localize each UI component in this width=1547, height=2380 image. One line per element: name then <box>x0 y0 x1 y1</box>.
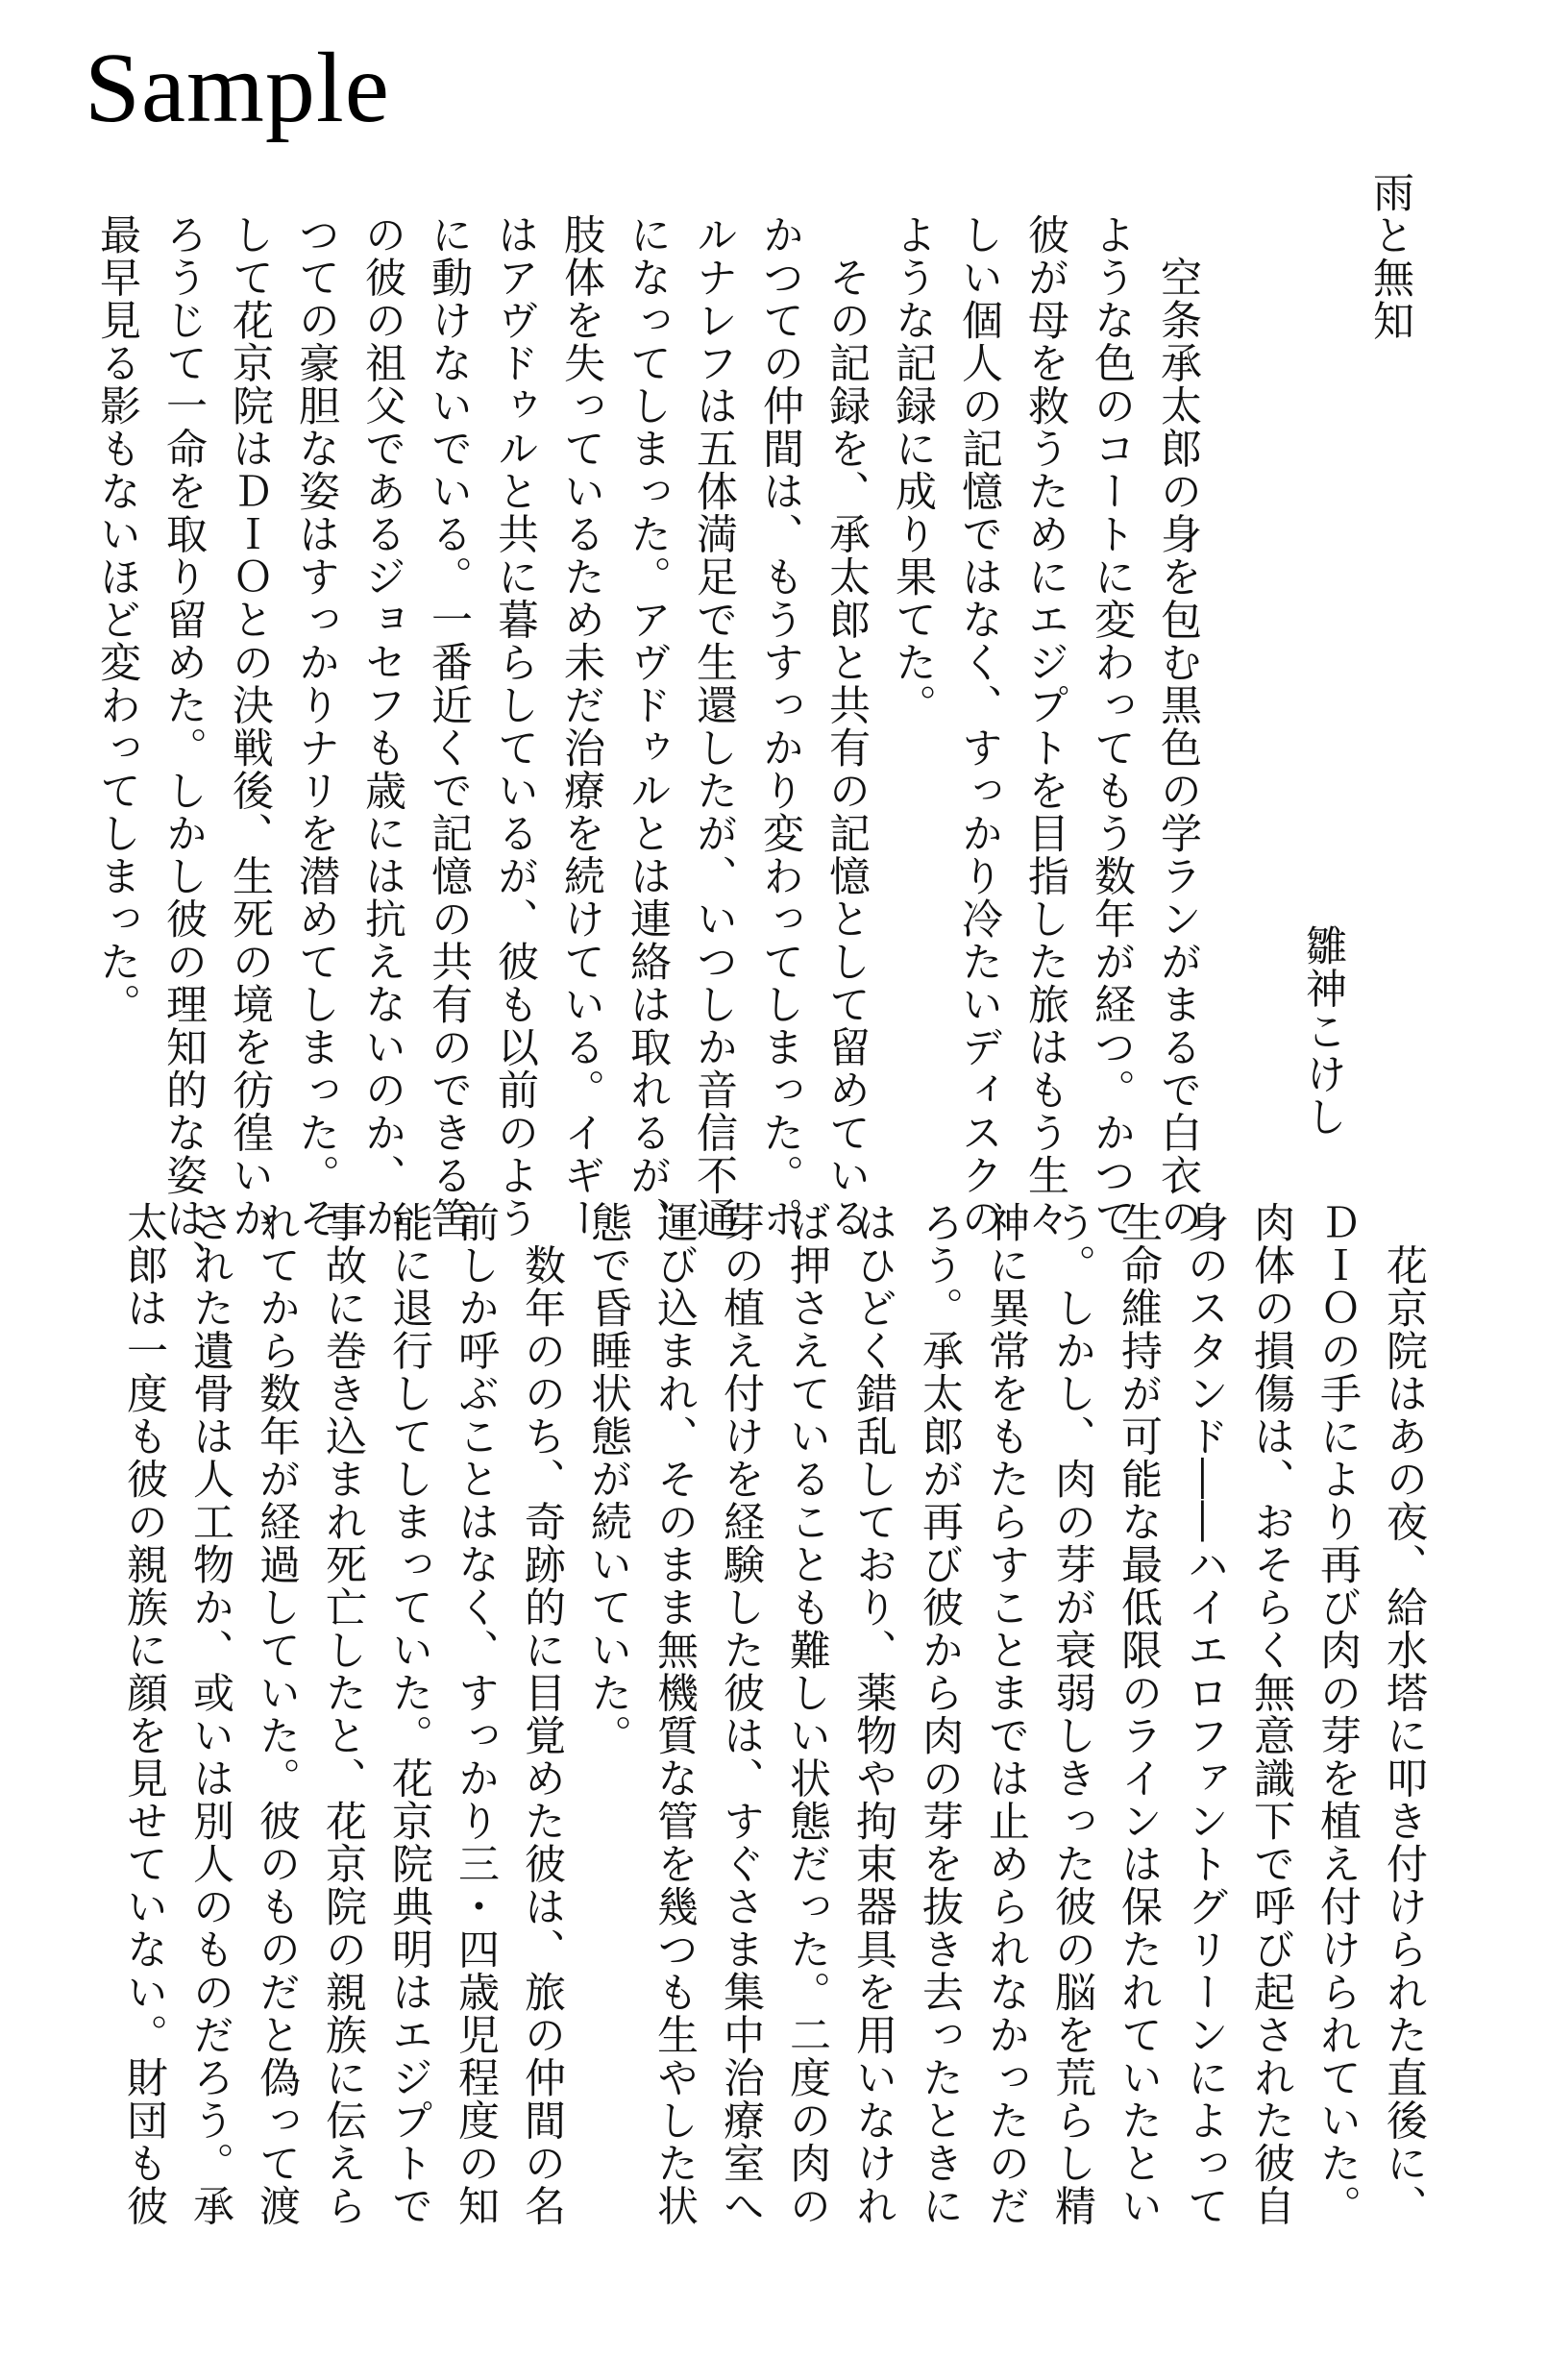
author-name: 雛神こけし <box>1299 924 1347 1139</box>
sample-watermark: Sample <box>85 33 390 143</box>
body-text-lower: 花京院はあの夜、給水塔に叩き付けられた直後に、 ＤＩＯの手により再び肉の芽を植え付けられていた。 肉体の損傷は、おそらく無意識下で呼び起された彼自 身のスタンド――ハイエロファントグリーンによって 生命維持が可能な最低限のラインは保たれていたとい う。しかし、肉の芽が衰弱しきった彼の脳を荒らし精 神に異常をもたらすことまでは止められなかったのだ ろう。承太郎が再び彼から肉の芽を抜き去ったときに はひどく錯乱しており、薬物や拘束器具を用いなけれ ば押さえていることも難しい状態だった。二度の肉の 芽の植え付けを経験した彼は、すぐさま集中治療室へ 運び込まれ、そのまま無機質な管を幾つも生やした状 態で昏睡状態が続いていた。 数年ののち、奇跡的に目覚めた彼は、旅の仲間の名 前しか呼ぶことはなく、すっかり三・四歳児程度の知 能に退行してしまっていた。花京院典明はエジプトで 事故に巻き込まれ死亡したと、花京院の親族に伝えら れてから数年が経過していた。彼のものだと偽って渡 された遺骨は人工物か、或いは別人のものだろう。承 太郎は一度も彼の親族に顔を見せていない。財団も彼 <box>120 1201 1428 2227</box>
body-text-upper: 空条承太郎の身を包む黒色の学ランがまるで白衣の ような色のコートに変わってもう数年が経つ。かつて 彼が母を救うためにエジプトを目指した旅はもう生々 しい個人の記憶ではなく、すっかり冷たいディスクの ような記録に成り果てた。 その記録を、承太郎と共有の記憶として留めている かつての仲間は、もうすっかり変わってしまった。ポ ルナレフは五体満足で生還したが、いつしか音信不通 になってしまった。アヴドゥルとは連絡は取れるが、 肢体を失っているため未だ治療を続けている。イギー はアヴドゥルと共に暮らしているが、彼も以前のよう に動けないでいる。一番近くで記憶の共有のできる筈 の彼の祖父であるジョセフも歳には抗えないのか、か つての豪胆な姿はすっかりナリを潜めてしまった。そ して花京院はＤＩＯとの決戦後、生死の境を彷徨いか ろうじて一命を取り留めた。しかし彼の理知的な姿は、 最早見る影もないほど変わってしまった。 <box>93 213 1202 1283</box>
story-title: 雨と無知 <box>1366 171 1414 342</box>
